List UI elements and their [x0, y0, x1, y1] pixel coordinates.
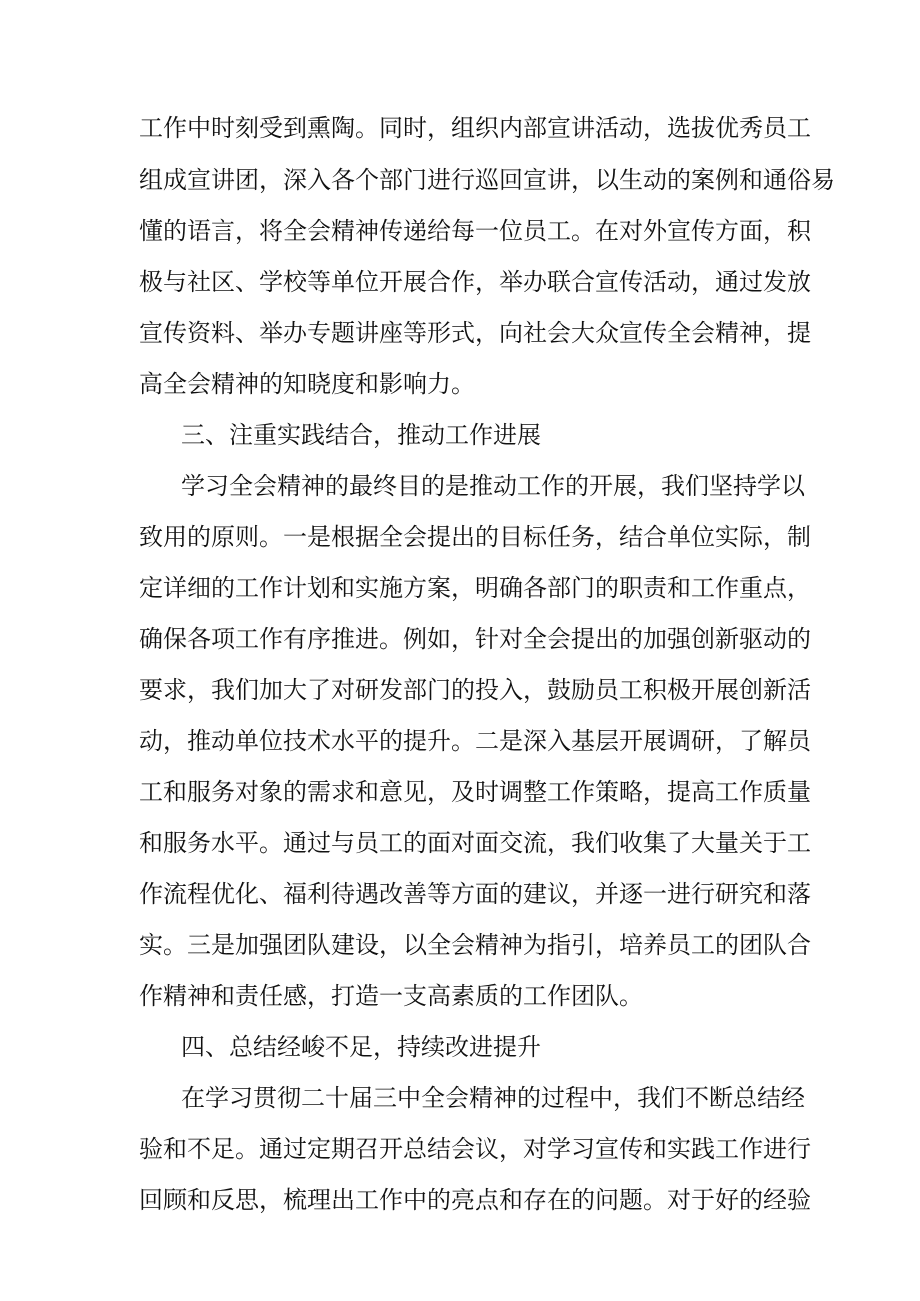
- section-heading: 四、总结经峻不足，持续改进提升: [181, 1033, 541, 1061]
- text-line: 极与社区、学校等单位开展合作，举办联合宣传活动，通过发放: [139, 268, 811, 296]
- text-line: 确保各项工作有序推进。例如，针对全会提出的加强创新驱动的: [139, 625, 811, 653]
- text-line: 工作中时刻受到熏陶。同时，组织内部宣讲活动，选拔优秀员工: [139, 114, 811, 142]
- section-heading: 三、注重实践结合，推动工作进展: [181, 421, 541, 449]
- text-line: 定详细的工作计划和实施方案，明确各部门的职责和工作重点，: [139, 574, 811, 602]
- text-line: 懂的语言，将全会精神传递给每一位员工。在对外宣传方面，积: [139, 217, 811, 245]
- text-line: 实。三是加强团队建设，以全会精神为指引，培养员工的团队合: [139, 931, 811, 959]
- text-line: 动，推动单位技术水平的提升。二是深入基层开展调研，了解员: [139, 727, 811, 755]
- text-line: 致用的原则。一是根据全会提出的目标任务，结合单位实际，制: [139, 523, 811, 551]
- text-line: 组成宣讲团，深入各个部门进行巡回宣讲，以生动的案例和通俗易: [139, 166, 835, 194]
- text-line: 和服务水平。通过与员工的面对面交流，我们收集了大量关于工: [139, 829, 811, 857]
- text-line: 宣传资料、举办专题讲座等形式，向社会大众宣传全会精神，提: [139, 319, 811, 347]
- text-line: 验和不足。通过定期召开总结会议，对学习宣传和实践工作进行: [139, 1135, 811, 1163]
- text-line: 工和服务对象的需求和意见，及时调整工作策略，提高工作质量: [139, 778, 811, 806]
- text-line: 学习全会精神的最终目的是推动工作的开展，我们坚持学以: [181, 472, 805, 500]
- text-line: 作精神和责任感，打造一支高素质的工作团队。: [139, 982, 643, 1010]
- text-line: 在学习贯彻二十届三中全会精神的过程中，我们不断总结经: [181, 1084, 805, 1112]
- text-line: 回顾和反思，梳理出工作中的亮点和存在的问题。对于好的经验: [139, 1186, 811, 1214]
- text-line: 作流程优化、福利待遇改善等方面的建议，并逐一进行研究和落: [139, 880, 811, 908]
- text-line: 要求，我们加大了对研发部门的投入，鼓励员工积极开展创新活: [139, 676, 811, 704]
- text-line: 高全会精神的知晓度和影响力。: [139, 370, 475, 398]
